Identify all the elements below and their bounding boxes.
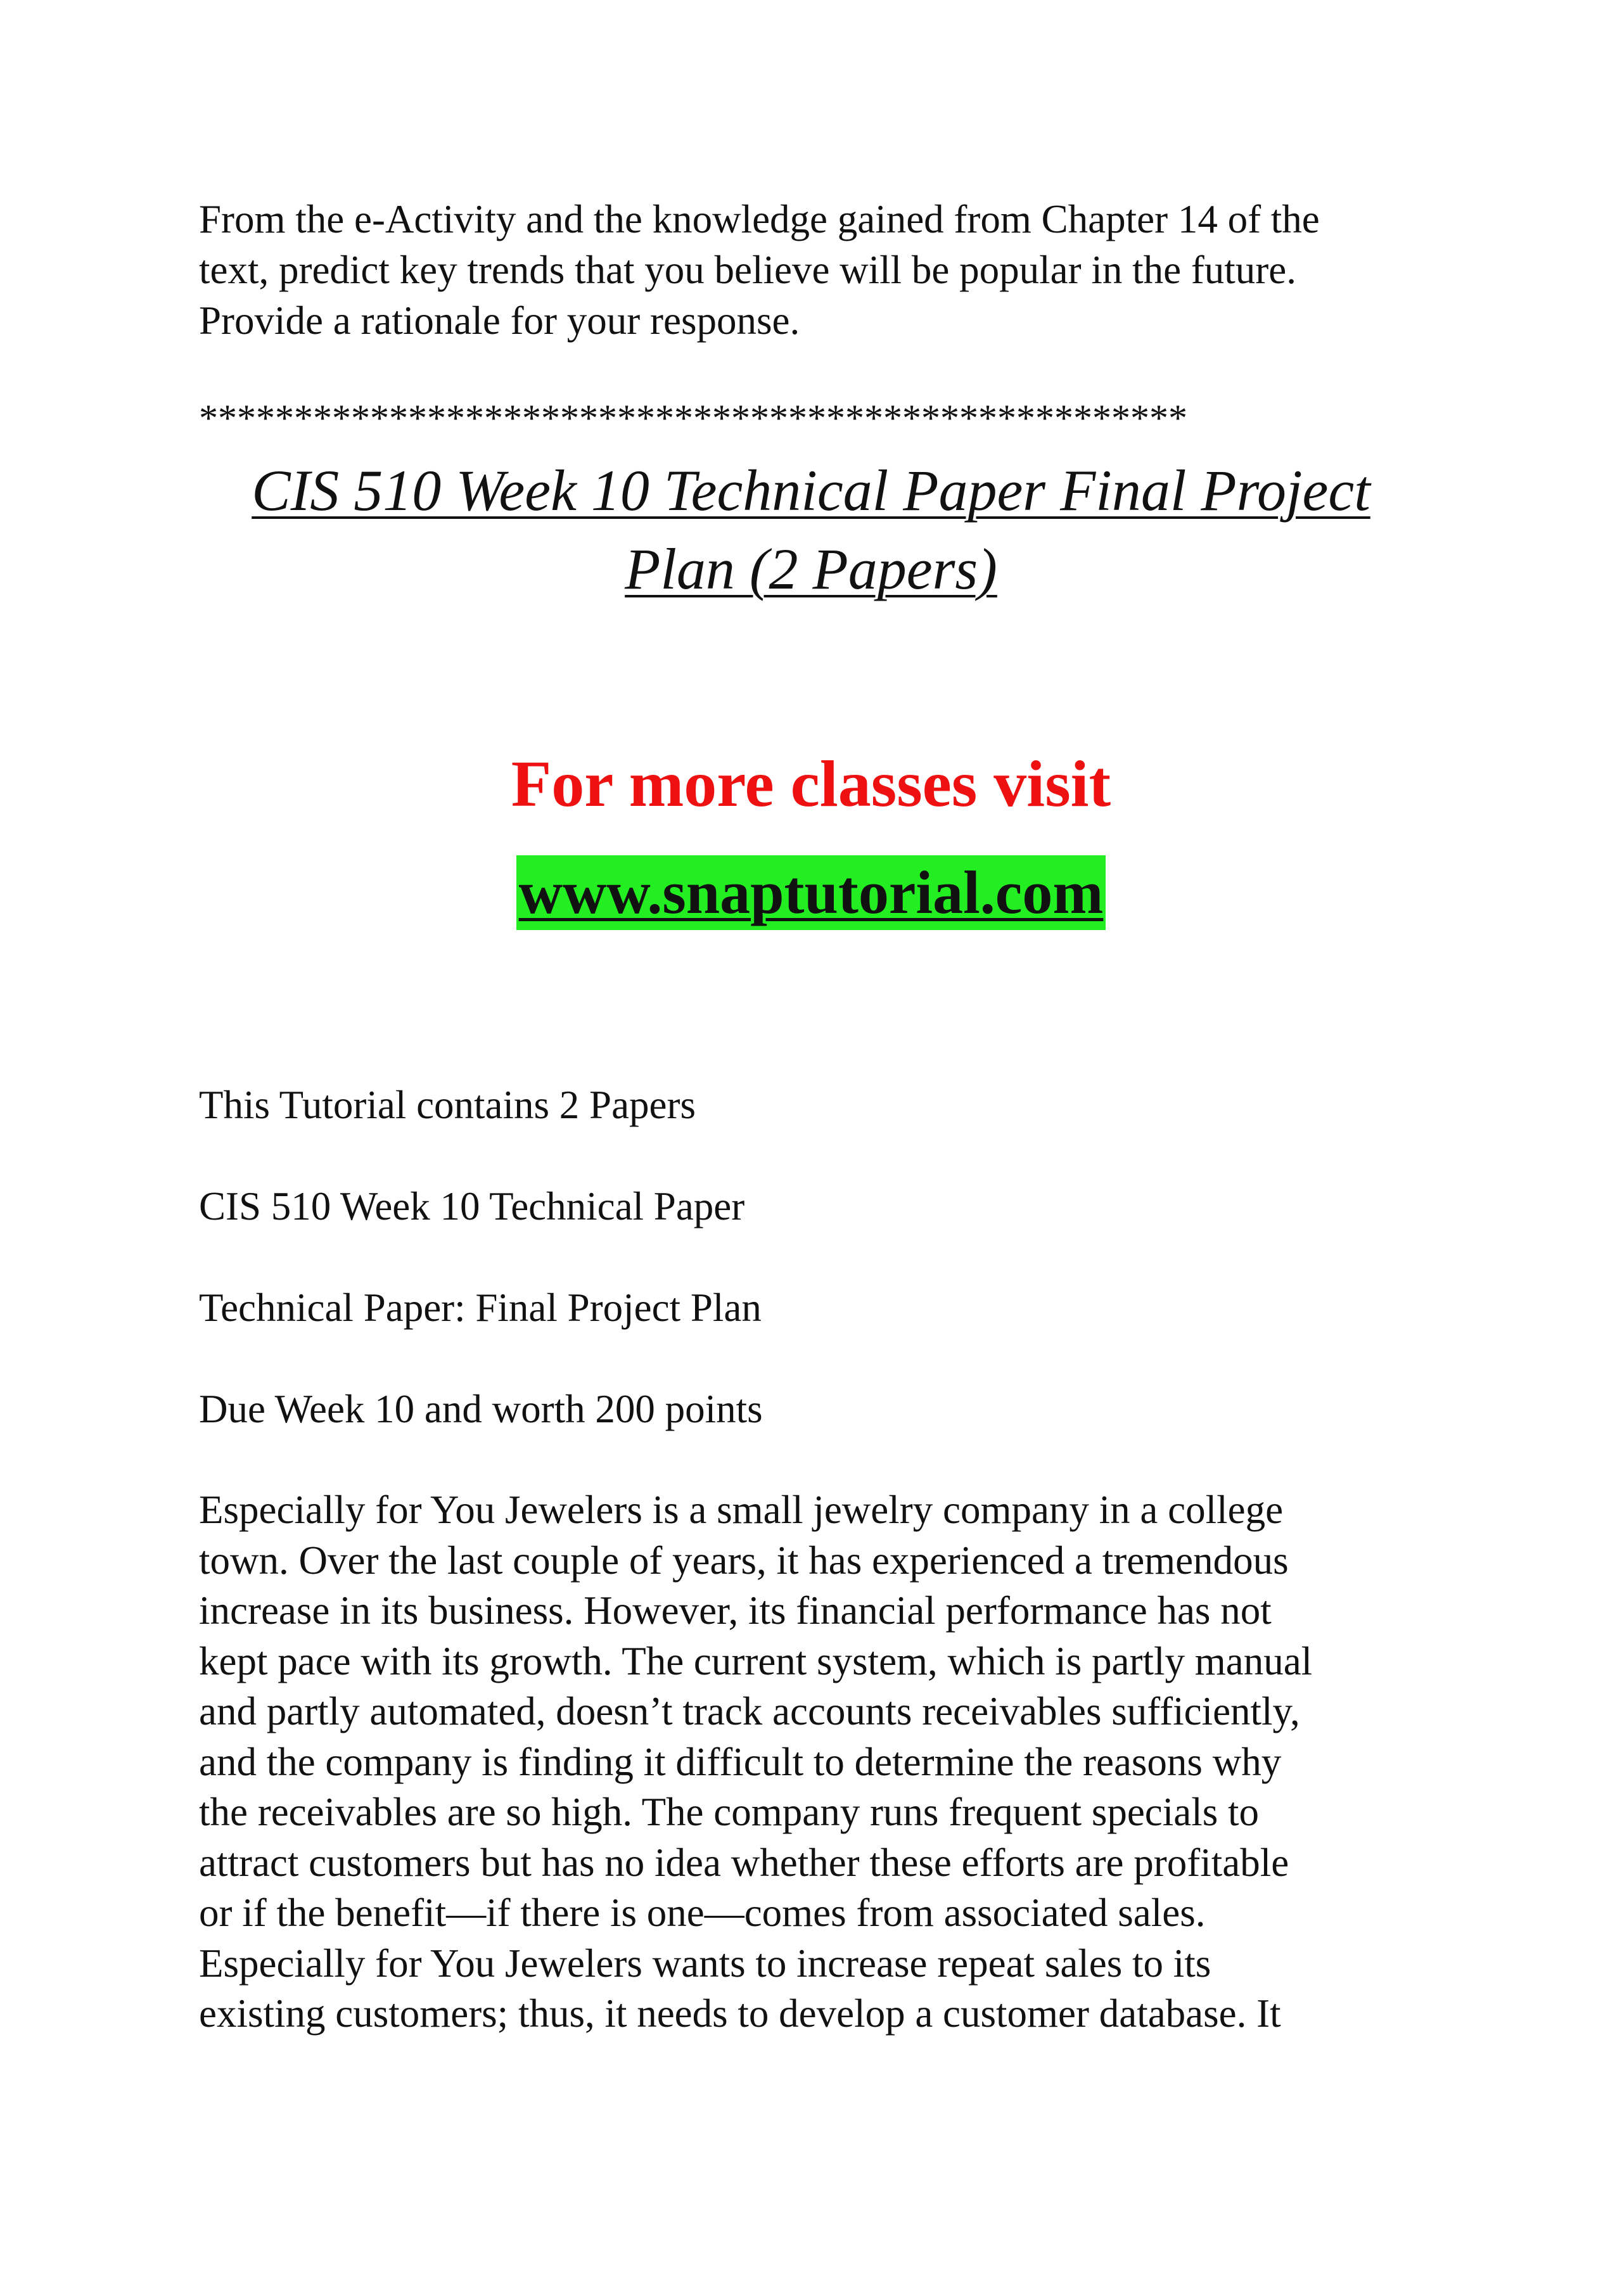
body-line: the receivables are so high. The company runs frequent specials to: [199, 1790, 1260, 1834]
title-line-1: CIS 510 Week 10 Technical Paper Final Project: [252, 458, 1370, 523]
body-paragraph: [199, 1485, 1441, 2039]
paper-subtitle: Technical Paper: Final Project Plan: [199, 1285, 762, 1330]
intro-line: Provide a rationale for your response.: [199, 298, 800, 343]
intro-paragraph: [199, 194, 1441, 346]
tutorial-contains: This Tutorial contains 2 Papers: [199, 1083, 696, 1127]
body-line: attract customers but has no idea whether these efforts are profitable: [199, 1840, 1289, 1885]
document-title: [190, 451, 1432, 608]
body-line: Especially for You Jewelers wants to increase repeat sales to its: [199, 1941, 1211, 1986]
body-line: and the company is finding it difficult to determine the reasons why: [199, 1739, 1282, 1784]
body-line: or if the benefit—if there is one—comes from associated sales.: [199, 1891, 1206, 1935]
intro-line: From the e-Activity and the knowledge gained from Chapter 14 of the: [199, 197, 1320, 241]
promo-text: For more classes visit: [511, 748, 1111, 820]
due-info: Due Week 10 and worth 200 points: [199, 1387, 763, 1431]
promo-site-row: [0, 855, 1622, 930]
body-line: existing customers; thus, it needs to develop a customer database. It: [199, 1991, 1281, 2036]
intro-line: text, predict key trends that you believe will be popular in the future.: [199, 248, 1296, 292]
title-line-2: Plan (2 Papers): [625, 537, 997, 601]
body-line: and partly automated, doesn’t track accounts receivables sufficiently,: [199, 1689, 1300, 1733]
asterisk-separator: ****************************************************: [199, 397, 1187, 439]
body-line: kept pace with its growth. The current system, which is partly manual: [199, 1638, 1313, 1683]
promo-site-link[interactable]: www.snaptutorial.com: [516, 855, 1106, 930]
body-line: town. Over the last couple of years, it has experienced a tremendous: [199, 1538, 1289, 1583]
body-line: increase in its business. However, its financial performance has not: [199, 1588, 1272, 1633]
paper-name: CIS 510 Week 10 Technical Paper: [199, 1184, 745, 1228]
body-line: Especially for You Jewelers is a small jewelry company in a college: [199, 1488, 1284, 1532]
